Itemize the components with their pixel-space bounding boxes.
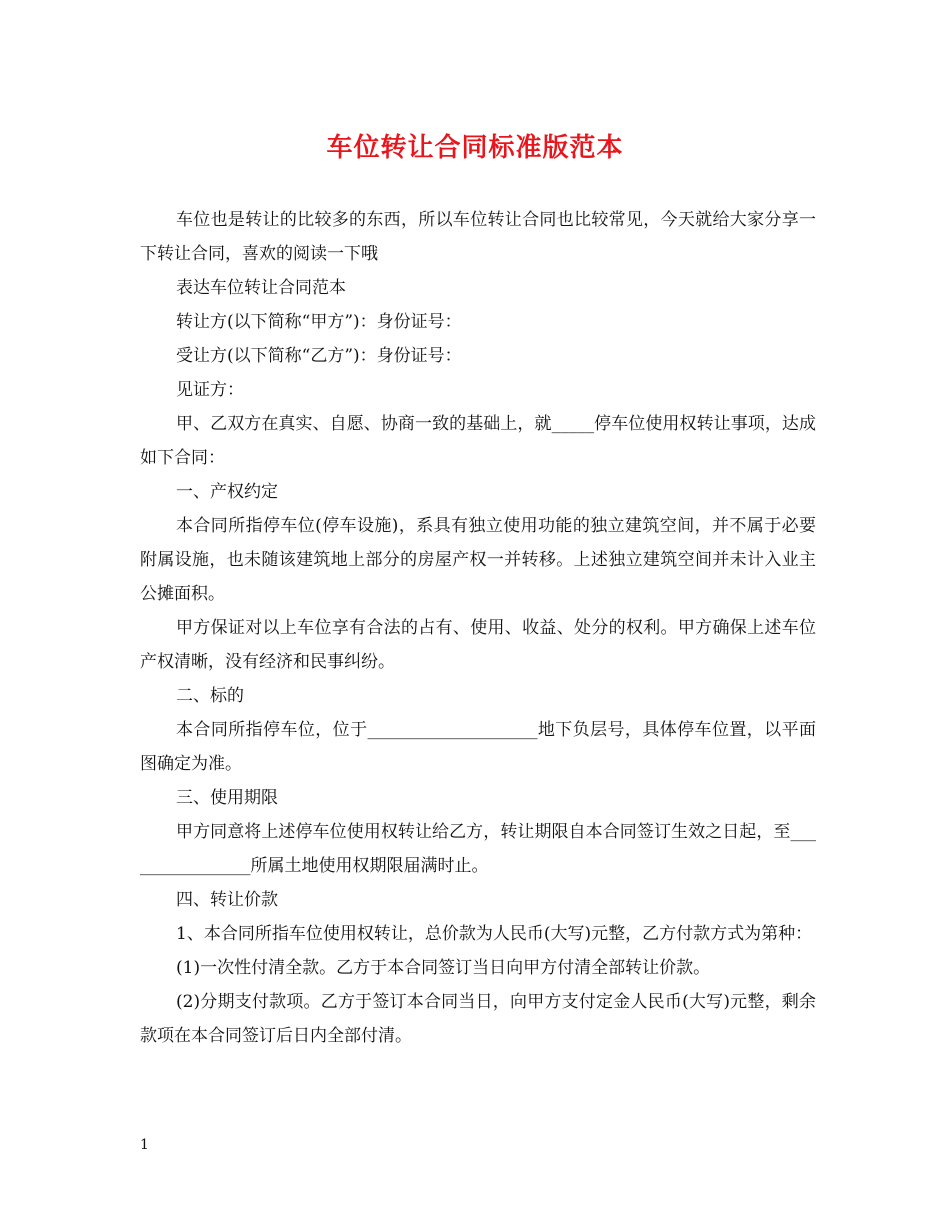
paragraph-term: 甲方同意将上述停车位使用权转让给乙方，转让期限自本合同签订生效之日起，至________________所属土地使用权期限届满时止。 <box>140 822 816 876</box>
paragraph-party-b: 受让方(以下简称“乙方”)：身份证号： <box>176 346 462 366</box>
section-heading-price: 四、转让价款 <box>176 890 278 910</box>
paragraph-ownership-definition: 本合同所指停车位(停车设施)，系具有独立使用功能的独立建筑空间，并不属于必要附属设施，也未随该建筑地上部分的房屋产权一并转移。上述独立建筑空间并未计入业主公摊面积。 <box>140 516 816 604</box>
paragraph-price-option-1: (1)一次性付清全款。乙方于本合同签订当日向甲方付清全部转让价款。 <box>176 958 711 978</box>
section-heading-term: 三、使用期限 <box>176 788 278 808</box>
paragraph-agreement-preamble: 甲、乙双方在真实、自愿、协商一致的基础上，就_____停车位使用权转让事项，达成如下合同： <box>140 414 816 468</box>
paragraph-price-total: 1、本合同所指车位使用权转让，总价款为人民币(大写)元整，乙方付款方式为第种： <box>176 924 813 944</box>
section-heading-subject: 二、标的 <box>176 686 244 706</box>
paragraph-price-option-2: (2)分期支付款项。乙方于签订本合同当日，向甲方支付定金人民币(大写)元整，剩余款项在本合同签订后日内全部付清。 <box>140 992 816 1046</box>
paragraph-ownership-guarantee: 甲方保证对以上车位享有合法的占有、使用、收益、处分的权利。甲方确保上述车位产权清晰，没有经济和民事纠纷。 <box>140 618 816 672</box>
paragraph-template-heading: 表达车位转让合同范本 <box>176 278 346 298</box>
document-title: 车位转让合同标准版范本 <box>326 133 624 163</box>
document-body <box>140 203 816 1053</box>
paragraph-intro: 车位也是转让的比较多的东西，所以车位转让合同也比较常见，今天就给大家分享一下转让合同，喜欢的阅读一下哦 <box>140 210 816 264</box>
paragraph-subject-location: 本合同所指停车位，位于____________________地下负层号，具体停车位置，以平面图确定为准。 <box>140 720 816 774</box>
paragraph-witness: 见证方： <box>176 380 244 400</box>
page-number: 1 <box>140 1137 149 1153</box>
paragraph-party-a: 转让方(以下简称“甲方”)：身份证号： <box>176 312 462 332</box>
section-heading-ownership: 一、产权约定 <box>176 482 278 502</box>
